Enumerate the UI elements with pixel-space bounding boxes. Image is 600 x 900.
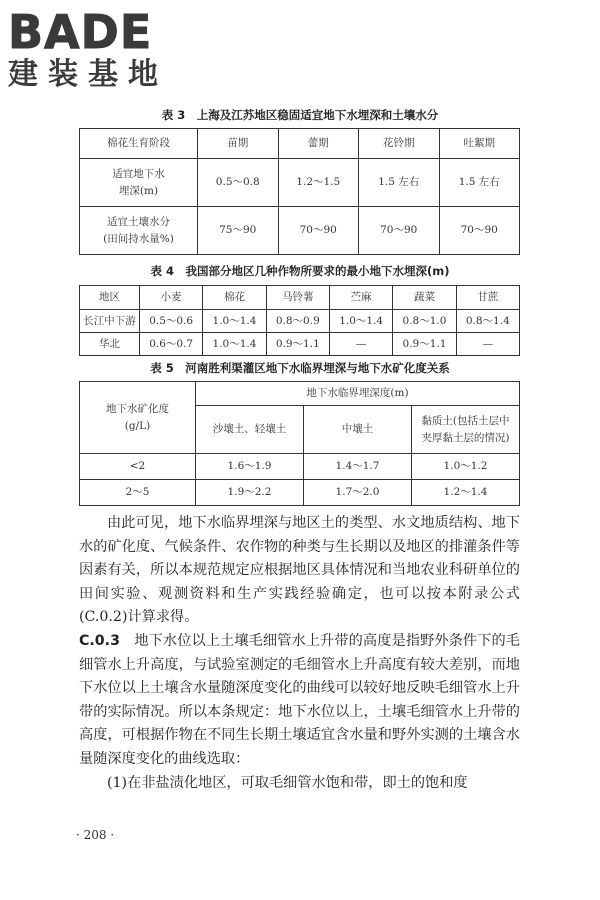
table-header-cell: 花铃期 [359, 129, 440, 159]
table-cell: 70～90 [439, 207, 520, 255]
table-header-cell: 小麦 [140, 286, 203, 310]
table-cell: 70～90 [359, 207, 440, 255]
table-cell: 1.5 左右 [439, 159, 520, 207]
table3-header-row [80, 129, 520, 159]
table-cell: 1.2～1.5 [278, 159, 359, 207]
table-row [80, 207, 520, 255]
table-row [80, 454, 520, 480]
clause-c03: C.0.3 地下水位以上土壤毛细管水上升带的高度是指野外条件下的毛细管水上升高度，与试验室测定的毛细管水上升高度有较大差别，而地下水位以上土壤含水量随深度变化的曲线可以较好地反映毛细管水上升带的实际情况。所以本条规定：地下水位以上，土壤毛细管水上升带的高度，可根据作物在不同生长期土壤适宜含水量和野外实测的土壤含水量随深度变化的曲线选取： [79, 633, 520, 767]
table-cell: 0.9～1.1 [266, 333, 329, 356]
table5 [79, 381, 520, 506]
table-header-cell: 吐絮期 [439, 129, 520, 159]
table3-caption: 表 3 上海及江苏地区稳固适宜地下水埋深和土壤水分 [161, 108, 439, 122]
row-label: 适宜土壤水分 (田间持水量%) [80, 207, 198, 255]
logo [8, 5, 178, 92]
table-cell: 0.6～0.7 [140, 333, 203, 356]
table-cell: 1.0～1.4 [203, 310, 266, 333]
table-header-cell: 苎麻 [329, 286, 392, 310]
table4 [79, 285, 520, 356]
table-cell: 1.5 左右 [359, 159, 440, 207]
table-header-cell: 黏质土(包括土层中 夹厚黏土层的情况) [412, 406, 520, 454]
table-cell: 1.0～1.2 [412, 454, 520, 480]
table-header-cell: 棉花生育阶段 [80, 129, 198, 159]
table3 [79, 128, 520, 255]
table-header-cell: 蔬菜 [393, 286, 456, 310]
paragraph: (1)在非盐渍化地区，可取毛细管水饱和带，即土的饱和度 [107, 775, 468, 791]
table-cell: — [456, 333, 519, 356]
paragraph: 由此可见，地下水临界埋深与地区土的类型、水文地质结构、地下水的矿化度、气候条件、农作物的种类与生长期以及地区的排灌条件等因素有关，所以本规范规定应根据地区具体情况和当地农业科研单位的田间实验、观测资料和生产实践经验确定，也可以按本附录公式(C.0.2)计算求得。 [79, 515, 520, 626]
table-header-cell: 沙壤土、轻壤土 [196, 406, 304, 454]
table-cell: 0.5～0.6 [140, 310, 203, 333]
row-header: 地下水矿化度 (g/L) [80, 382, 196, 454]
table-cell: 0.8～1.4 [456, 310, 519, 333]
table-row [80, 333, 520, 356]
table-cell: 0.5～0.8 [198, 159, 279, 207]
table-header-cell: 中壤土 [304, 406, 412, 454]
table-cell: 1.0～1.4 [329, 310, 392, 333]
table-header-cell: 甘蔗 [456, 286, 519, 310]
table4-header-row [80, 286, 520, 310]
table-cell: 1.4～1.7 [304, 454, 412, 480]
row-label: 适宜地下水 埋深(m) [80, 159, 198, 207]
page-number: · 208 · [76, 828, 115, 842]
table-header-cell: 棉花 [203, 286, 266, 310]
row-label: <2 [80, 454, 196, 480]
group-header: 地下水临界埋深度(m) [196, 382, 520, 406]
logo-subtitle: 建装基地 [8, 57, 168, 92]
table-cell: 0.8～0.9 [266, 310, 329, 333]
clause-number: C.0.3 [79, 633, 120, 649]
table-cell: 1.2～1.4 [412, 480, 520, 506]
table-cell: 1.6～1.9 [196, 454, 304, 480]
table-cell: 75～90 [198, 207, 279, 255]
table-cell: 1.9～2.2 [196, 480, 304, 506]
table-cell: 1.7～2.0 [304, 480, 412, 506]
table-header-cell: 地区 [80, 286, 140, 310]
row-label: 2～5 [80, 480, 196, 506]
table4-caption: 表 4 我国部分地区几种作物所要求的最小地下水埋深(m) [150, 264, 450, 278]
table-row [80, 159, 520, 207]
table-row [80, 480, 520, 506]
table-cell: 1.0～1.4 [203, 333, 266, 356]
table-row [80, 310, 520, 333]
table-header-cell: 蕾期 [278, 129, 359, 159]
logo-brand: BADE [8, 5, 153, 59]
table5-caption: 表 5 河南胜利渠灌区地下水临界埋深与地下水矿化度关系 [150, 361, 450, 375]
row-label: 长江中下游 [80, 310, 140, 333]
table-cell: 70～90 [278, 207, 359, 255]
table-cell: 0.8～1.0 [393, 310, 456, 333]
table5-header-row [80, 382, 520, 406]
table-header-cell: 苗期 [198, 129, 279, 159]
table-header-cell: 马铃薯 [266, 286, 329, 310]
row-label: 华北 [80, 333, 140, 356]
table-cell: 0.9～1.1 [393, 333, 456, 356]
table-cell: — [329, 333, 392, 356]
